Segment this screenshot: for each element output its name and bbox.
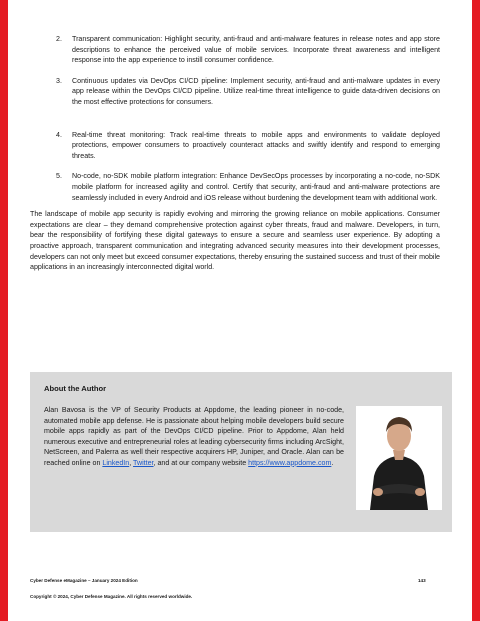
footer-copyright: Copyright © 2024, Cyber Defense Magazine. All rights reserved worldwide. bbox=[30, 594, 193, 599]
conclusion-paragraph: The landscape of mobile app security is rapidly evolving and mirroring the growing reliance on mobile applications. Consumer expectations are clear – they demand comprehensive protection against cyber threats, fraud and malware. Developers, in turn, bear the responsibility of fortifying these digital gateways to ensure a secure and seamless user experience. By adopting a proactive approach, transparent communication and integrating advanced security measures into their development processes, developers can not only meet but exceed consumer expectations, thereby ensuring the sustained success and trust of their mobile applications in an increasingly interconnected digital world. bbox=[30, 210, 440, 272]
linkedin-link[interactable]: LinkedIn bbox=[102, 458, 130, 467]
list-item bbox=[42, 34, 440, 66]
author-heading: About the Author bbox=[44, 384, 107, 393]
list-item bbox=[42, 76, 440, 108]
author-bio-separator: , and at our company website bbox=[153, 458, 249, 467]
article-body bbox=[30, 34, 440, 273]
list-item bbox=[42, 130, 440, 162]
author-photo-image bbox=[356, 406, 442, 510]
author-photo bbox=[356, 406, 442, 510]
right-accent-bar bbox=[472, 0, 480, 621]
list-item bbox=[42, 171, 440, 203]
list-text: Continuous updates via DevOps CI/CD pipeline: Implement security, anti-fraud and anti-malware updates in every app release within the DevOps CI/CD pipeline. Utilize real-time threat intelligence to guide data-driven decisions on the most effective protections for consumers. bbox=[72, 76, 440, 106]
page-number: 143 bbox=[418, 578, 426, 583]
author-bio-text: Alan Bavosa is the VP of Security Products at Appdome, the leading pioneer in no-code, automated mobile app defense. He is passionate about helping mobile developers build secure mobile apps rapidly as part of the DevOps CI/CD pipeline. Prior to Appdome, Alan held numerous executive and entrepreneurial roles at leading cybersecurity firms including ArcSight, NetScreen, and Palerra as well their respective acquirers HP, Juniper, and Oracle. Alan can be reached online on bbox=[44, 406, 344, 467]
twitter-link[interactable]: Twitter bbox=[133, 458, 154, 467]
list-number: 5. bbox=[56, 172, 62, 181]
list-text: No-code, no-SDK mobile platform integration: Enhance DevSecOps processes by incorporating a no-code, no-SDK mobile platform for increased agility and control. Certify that security, anti-fraud and anti-malware protections are seamlessly included in every Android and iOS release without burdening the development team with additional work. bbox=[72, 172, 440, 202]
list-number: 2. bbox=[56, 35, 62, 43]
recommendations-list bbox=[42, 34, 440, 203]
list-text: Real-time threat monitoring: Track real-time threats to mobile apps and environments to validate deployed protections, empower consumers to proactively counteract attacks and swiftly identify and respond to emerging threats. bbox=[72, 130, 440, 160]
footer-magazine: Cyber Defense eMagazine – January 2024 Edition bbox=[30, 578, 138, 583]
author-bio bbox=[44, 405, 344, 469]
author-bio-separator: , bbox=[129, 458, 134, 467]
left-accent-bar bbox=[0, 0, 8, 621]
list-number: 3. bbox=[56, 76, 62, 85]
list-text: Transparent communication: Highlight security, anti-fraud and anti-malware features in release notes and app store descriptions to enhance the perceived value of mobile services. Incorporate threat awareness and intelligent response into the app experience to instill consumer confidence. bbox=[72, 35, 440, 65]
website-link[interactable]: https://www.appdome.com bbox=[248, 458, 332, 467]
about-author-box bbox=[30, 372, 452, 532]
list-number: 4. bbox=[56, 130, 62, 139]
author-bio-end: . bbox=[331, 458, 334, 467]
